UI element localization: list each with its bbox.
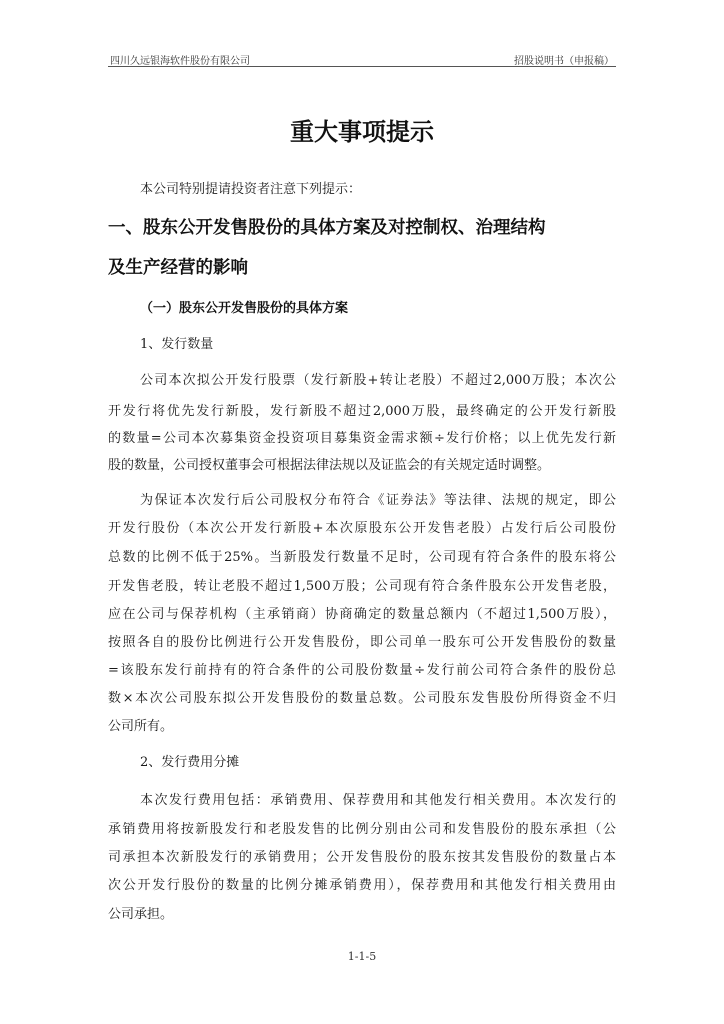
item-heading-fee-allocation: 2、发行费用分摊	[140, 755, 240, 770]
paragraph-line: 股的数量，公司授权董事会可根据法律法规以及证监会的有关规定适时调整。	[108, 458, 551, 473]
paragraph-line: 应在公司与保荐机构（主承销商）协商确定的数量总额内（不超过1,500万股），	[108, 607, 616, 622]
paragraph-line: =该股东发行前持有的符合条件的公司股份数量÷发行前公司符合条件的股份总	[108, 663, 616, 678]
paragraph-line: 开发行将优先发行新股，发行新股不超过2,000万股，最终确定的公开发行新股	[108, 404, 616, 419]
paragraph-line: 公司所有。	[108, 719, 174, 734]
paragraph-line: 开发售老股，转让老股不超过1,500万股；公司现有符合条件股东公开发售老股，	[108, 579, 616, 594]
paragraph-line: 开发行股份（本次公开发行新股+本次原股东公开发售老股）占发行后公司股份	[108, 521, 616, 536]
item-heading-issue-quantity: 1、发行数量	[140, 337, 214, 352]
paragraph-line: 总数的比例不低于25%。当新股发行数量不足时，公司现有符合条件的股东将公	[108, 550, 616, 565]
section-heading-line-1: 一、股东公开发售股份的具体方案及对控制权、治理结构	[108, 218, 546, 238]
paragraph-line: 司承担本次新股发行的承销费用；公开发售股份的股东按其发售股份的数量占本	[108, 850, 616, 865]
paragraph-line: 的数量=公司本次募集资金投资项目募集资金需求额÷发行价格；以上优先发行新	[108, 431, 616, 446]
paragraph-line: 为保证本次发行后公司股权分布符合《证券法》等法律、法规的规定，即公	[140, 493, 616, 508]
header-document-name: 招股说明书（申报稿）	[514, 56, 614, 67]
header-company-name: 四川久远银海软件股份有限公司	[110, 56, 250, 67]
paragraph-line: 承销费用将按新股发行和老股发售的比例分别由公司和发售股份的股东承担（公	[108, 822, 616, 837]
subsection-heading: （一）股东公开发售股份的具体方案	[140, 301, 349, 316]
page-title: 重大事项提示	[290, 118, 434, 146]
paragraph-line: 数×本次公司股东拟公开发售股份的数量总数。公司股东发售股份所得资金不归	[108, 691, 616, 706]
section-heading-line-2: 及生产经营的影响	[108, 258, 248, 278]
page-header	[108, 52, 616, 67]
paragraph-line: 次公开发行股份的数量的比例分摊承销费用），保荐费用和其他发行相关费用由	[108, 878, 616, 893]
paragraph-line: 本次发行费用包括：承销费用、保荐费用和其他发行相关费用。本次发行的	[140, 793, 616, 808]
paragraph-line: 按照各自的股份比例进行公开发售股份，即公司单一股东可公开发售股份的数量	[108, 635, 616, 650]
page-number: 1-1-5	[347, 950, 377, 963]
paragraph-line: 公司本次拟公开发行股票（发行新股+转让老股）不超过2,000万股；本次公	[140, 373, 616, 388]
intro-text: 本公司特别提请投资者注意下列提示：	[140, 182, 362, 197]
paragraph-line: 公司承担。	[108, 907, 174, 922]
